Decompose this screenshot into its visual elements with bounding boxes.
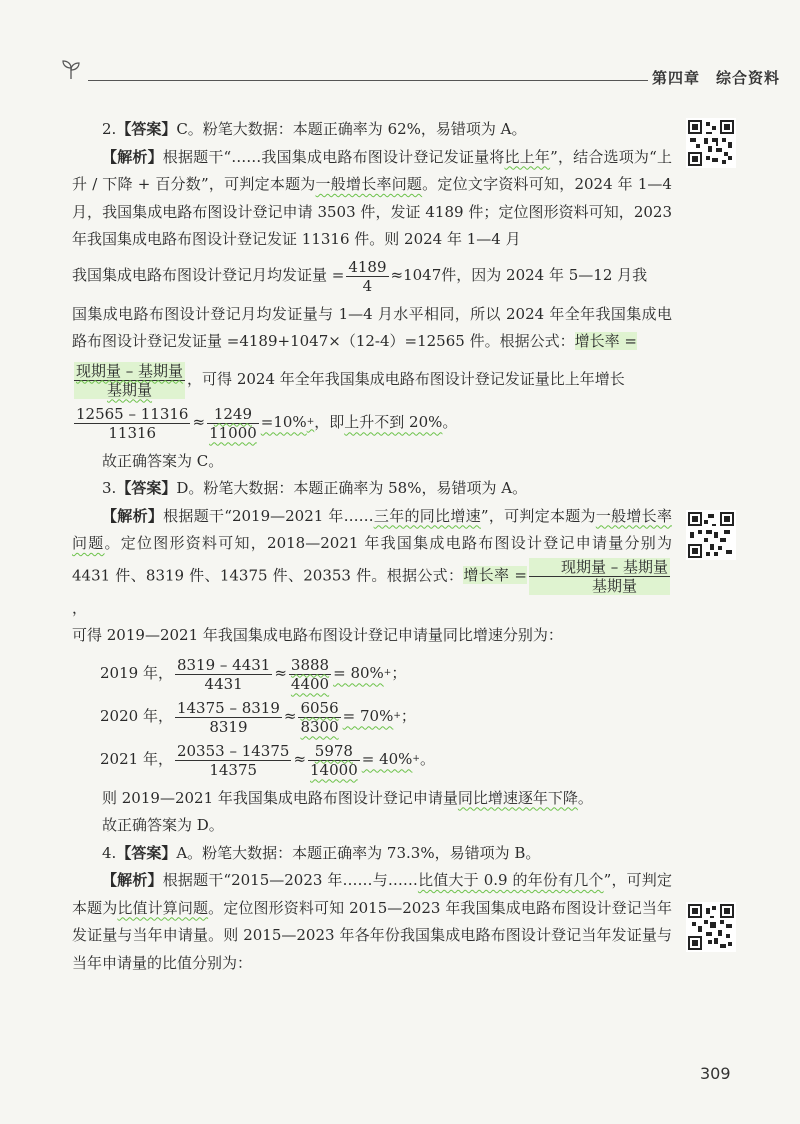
denominator: 8300 (300, 717, 339, 736)
approx-sign: ≈ (274, 664, 287, 683)
q4-keyword: 比值计算问题 (117, 898, 209, 917)
q3-analysis-p2: 可得 2019—2021 年我国集成电路布图设计登记申请量同比增速分别为： (72, 626, 563, 644)
q3-text: ”，可判定本题为 (480, 506, 596, 525)
row-end: 。 (419, 750, 435, 769)
q3-answer-line (72, 475, 672, 503)
row-year: 2020 年， (100, 707, 173, 726)
q2-text: 国集成电路布图设计登记月均发证量与 1—4 月水平相同，所以 2024 年全年我国集成电路布图设计登记发证量 =4189+1047×（12-4）=12565 件。根据公式： (72, 304, 672, 350)
fraction (207, 405, 259, 442)
qr-code-q4[interactable] (686, 902, 736, 952)
numerator: 6056 (300, 698, 339, 717)
answer-label: 【答案】 (116, 479, 177, 497)
denominator: 基期量 (591, 576, 637, 595)
fraction (289, 656, 331, 693)
numerator: 8319 – 4431 (176, 655, 271, 674)
q4-number: 4. (102, 843, 117, 862)
qr-code-q2[interactable] (686, 118, 736, 168)
qr-code-q3[interactable] (686, 510, 736, 560)
growth-formula-label: 增长率 = (463, 566, 527, 584)
q3-analysis-p1 (72, 503, 672, 623)
denominator: 11316 (108, 423, 157, 442)
analysis-label: 【解析】 (102, 871, 163, 889)
numerator: 14375 – 8319 (176, 698, 280, 717)
result: =10% (260, 413, 307, 432)
q2-analysis-p1 (72, 144, 672, 254)
numerator: 20353 – 14375 (176, 741, 290, 760)
q2-keyword: 比上年 (504, 147, 551, 166)
leaf-icon (60, 59, 82, 81)
denominator: 8319 (209, 717, 248, 736)
q3-text: 则 2019—2021 年我国集成电路布图设计登记申请量 (102, 788, 458, 807)
q2-calculation-line (72, 405, 672, 442)
q2-text: 我国集成电路布图设计登记月均发证量 = (72, 266, 345, 285)
answer-label: 【答案】 (116, 843, 177, 862)
q2-answer-text: C。粉笔大数据：本题正确率为 62%，易错项为 A。 (176, 120, 527, 138)
approx-sign: ≈ (192, 413, 206, 432)
q3-number: 3. (102, 479, 117, 497)
fraction (175, 699, 282, 736)
q2-keyword: 一般增长率问题 (315, 175, 423, 193)
row-end: ； (391, 664, 407, 683)
q2-text: 。定位文字资料可知，2024 年 1—4 月，我国集成电路布图设计登记申请 3503 件，发证 4189 件；定位图形资料可知，2023 年我国集成电路布图设计登记发证 11316 件。则 2024 年 1—4 月 (72, 175, 672, 248)
page-number: 309 (700, 1064, 731, 1083)
q4-answer-line (72, 840, 672, 868)
qr-icon (686, 118, 736, 168)
superscript: + (383, 668, 392, 679)
numerator: 现期量 – 基期量 (529, 558, 670, 577)
q3-text: 。定位图形资料可知，2018—2021 年我国集成电路布图设计登记申请量分别为 4431 件、8319 件、14375 件、20353 件。根据公式： (72, 534, 672, 584)
numerator: 3888 (290, 655, 330, 674)
q3-text: 根据题干“2019—2021 年…… (163, 506, 374, 525)
growth-rate-row (72, 656, 672, 693)
q2-number: 2. (102, 120, 117, 138)
numerator: 4189 (348, 257, 387, 276)
header-rule (88, 80, 648, 81)
fraction (74, 405, 190, 442)
q2-text: ≈1047件，因为 2024 年 5—12 月我 (390, 266, 648, 285)
row-year: 2021 年， (100, 750, 173, 769)
denominator: 14000 (310, 760, 358, 779)
denominator: 14375 (209, 760, 258, 779)
chapter-title: 第四章 综合资料 (652, 69, 781, 87)
q2-answer-line (72, 116, 672, 144)
q2-keyword: 上升不到 20% (344, 413, 443, 432)
denominator: 基期量 (107, 380, 153, 399)
q2-analysis-p2 (72, 301, 672, 356)
growth-formula-fraction (74, 362, 185, 399)
numerator: 现期量 – 基期量 (76, 361, 184, 380)
q2-text: 根据题干“……我国集成电路布图设计登记发证量将 (162, 147, 505, 166)
denominator: 4431 (204, 674, 243, 693)
approx-sign: ≈ (293, 750, 307, 769)
answer-label: 【答案】 (116, 120, 177, 138)
q3-analysis-p3 (72, 785, 672, 813)
superscript: + (306, 417, 315, 428)
q4-text: 根据题干“2015—2023 年……与…… (162, 871, 418, 889)
q4-keyword: 比值大于 0.9 的年份有几个 (417, 871, 604, 889)
q2-text: ，可得 2024 年全年我国集成电路布图设计登记发证量比上年增长 (187, 370, 625, 389)
result: = 70% (342, 707, 394, 726)
analysis-label: 【解析】 (102, 147, 163, 166)
q4-text: ”，可判定本题为 (72, 871, 672, 917)
fraction (298, 699, 340, 736)
q2-conclusion: 故正确答案为 C。 (102, 451, 224, 470)
q2-monthly-avg-line (72, 258, 672, 295)
growth-rate-row (72, 742, 672, 779)
approx-sign: ≈ (283, 707, 297, 726)
q2-text: ，即 (314, 413, 345, 432)
q4-text: 。定位图形资料可知 2015—2023 年我国集成电路布图设计登记当年发证量与当年申请量。则 2015—2023 年各年份我国集成电路布图设计登记当年发证量与当年申请量的比值分别为： (72, 898, 672, 972)
result: = 80% (333, 664, 384, 683)
row-year: 2019 年， (100, 664, 173, 683)
q4-answer-text: A。粉笔大数据：本题正确率为 73.3%，易错项为 B。 (176, 843, 541, 862)
q2-text: ”，结合选项为“上升 / 下降 + 百分数”，可判定本题为 (72, 147, 672, 193)
analysis-label: 【解析】 (102, 506, 164, 525)
q3-conclusion: 故正确答案为 D。 (102, 816, 224, 834)
numerator: 12565 – 11316 (76, 404, 189, 423)
growth-formula-fraction (529, 558, 670, 595)
q2-formula-line (72, 362, 672, 399)
fraction (346, 258, 388, 295)
superscript: + (412, 754, 420, 765)
denominator: 11000 (209, 423, 257, 442)
superscript: + (393, 711, 401, 722)
growth-rate-row (72, 699, 672, 736)
numerator: 1249 (207, 405, 259, 424)
denominator: 4400 (290, 674, 330, 693)
row-end: ； (400, 707, 416, 726)
qr-icon (686, 902, 736, 952)
fraction (175, 656, 272, 693)
q3-keyword: 同比增速逐年下降 (457, 788, 578, 807)
fraction (175, 742, 291, 779)
q4-analysis-p1 (72, 867, 672, 977)
growth-formula-label: 增长率 = (574, 332, 637, 350)
page-header (60, 55, 781, 95)
qr-icon (686, 510, 736, 560)
q2-text: 。 (442, 413, 458, 432)
q3-keyword: 三年的同比增速 (373, 506, 481, 525)
result: = 40% (361, 750, 413, 769)
denominator: 4 (362, 276, 373, 295)
q3-text: ， (72, 598, 88, 617)
q3-answer-text: D。粉笔大数据：本题正确率为 58%，易错项为 A。 (176, 479, 528, 497)
q3-text: 。 (577, 788, 593, 807)
fraction (308, 742, 360, 779)
numerator: 5978 (308, 742, 360, 761)
q3-growth-rows (72, 656, 672, 779)
q3-keyword: 一般增长率问题 (72, 506, 672, 552)
page-content (72, 116, 672, 977)
